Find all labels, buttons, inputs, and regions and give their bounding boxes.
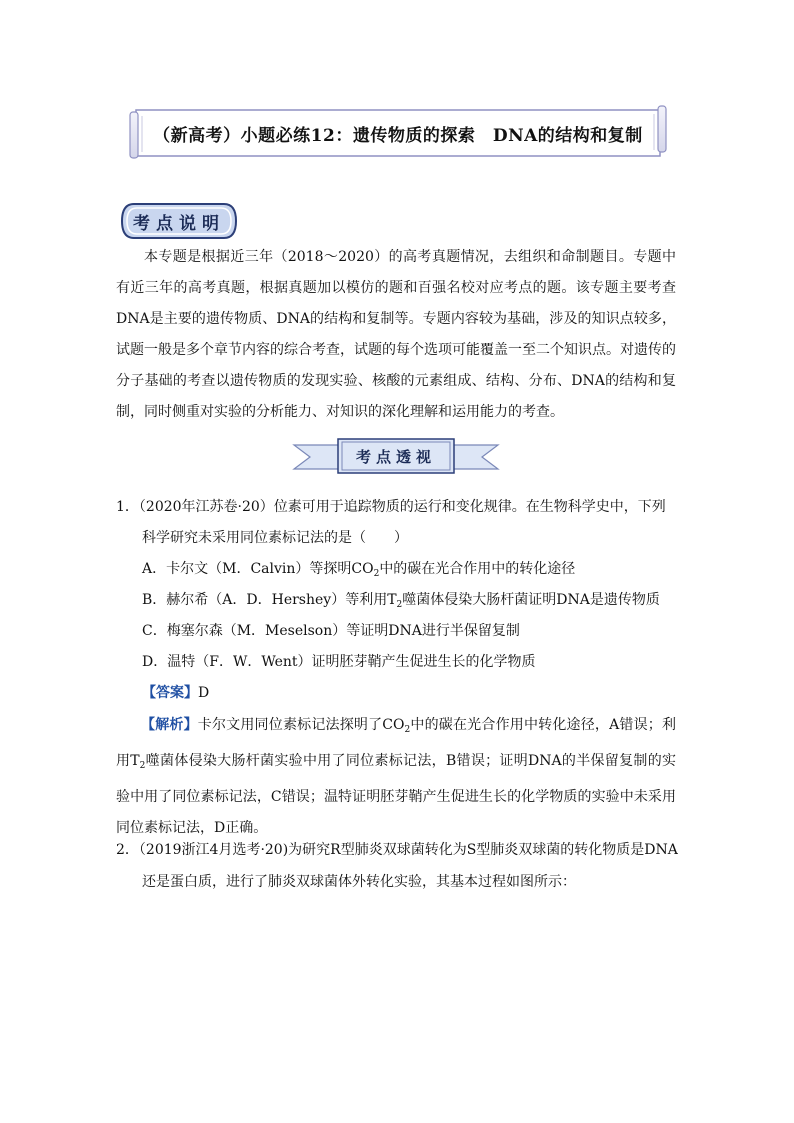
question-2-line-2: 还是蛋白质，进行了肺炎双球菌体外转化实验，其基本过程如图所示： <box>142 874 576 890</box>
option-a-subscript: 2 <box>373 569 380 579</box>
question-1-line-1: 1．（2020年江苏卷·20）位素可用于追踪物质的运行和变化规律。在生物科学史中，下列 <box>116 499 666 515</box>
option-a-text: A．卡尔文（M．Calvin）等探明CO <box>142 561 374 577</box>
question-1-answer <box>142 683 209 703</box>
analysis-text-3: 噬菌体侵染大肠杆菌实验中用了同位素标记法，B错误；证明DNA的半保留复制的实验中用了同位素标记法，C错误；温特证明胚芽鞘产生促进生长的化学物质的实验中未采用同位素标记法，D正确。 <box>116 753 676 836</box>
section-badge-label: 考点说明 <box>133 213 225 234</box>
section-badge <box>120 201 238 241</box>
answer-value: D <box>198 685 210 701</box>
option-a-text-2: 中的碳在光合作用中的转化途径 <box>379 561 576 577</box>
question-1-analysis <box>116 710 676 844</box>
analysis-subscript-1: 2 <box>404 725 411 735</box>
title-banner <box>128 104 668 162</box>
intro-text: 本专题是根据近三年（2018～2020）的高考真题情况，去组织和命制题目。专题中有近三年的高考真题，根据真题加以模仿的题和百强名校对应考点的题。该专题主要考查DNA是主要的遗传物质、DNA的结构和复制等。专题内容较为基础，涉及的知识点较多，试题一般是多个章节内容的综合考查，试题的每个选项可能覆盖一至二个知识点。对遗传的分子基础的考查以遗传物质的发现实验、核酸的元素组成、结构、分布、DNA的结构和复制，同时侧重对实验的分析能力、对知识的深化理解和运用能力的考查。 <box>116 249 676 420</box>
option-b-text-2: 噬菌体侵染大肠杆菌证明DNA是遗传物质 <box>402 592 660 608</box>
answer-tag: 【答案】 <box>142 685 198 701</box>
question-1-line-2: 科学研究未采用同位素标记法的是（ ） <box>142 530 408 546</box>
intro-paragraph <box>116 242 676 428</box>
analysis-text-1: 卡尔文用同位素标记法探明了CO <box>197 717 405 733</box>
option-b-subscript: 2 <box>396 600 403 610</box>
question-2-line-1: 2．（2019浙江4月选考·20)为研究R型肺炎双球菌转化为S型肺炎双球菌的转化物质是DNA <box>116 842 678 858</box>
question-1-option-d: D．温特（F．W．Went）证明胚芽鞘产生促进生长的化学物质 <box>142 654 536 670</box>
ribbon-label: 考点透视 <box>355 447 436 466</box>
question-1-option-b <box>142 590 660 615</box>
analysis-tag: 【解析】 <box>141 717 198 733</box>
analysis-subscript-2: 2 <box>139 761 146 771</box>
option-b-text: B．赫尔希（A．D．Hershey）等利用T <box>142 592 397 608</box>
page-title: （新高考）小题必练12：遗传物质的探索 DNA的结构和复制 <box>153 125 643 146</box>
analysis-text-2: 中的碳在光合作用中转化途径，A错误；利用T <box>116 717 676 769</box>
question-1-option-c: C．梅塞尔森（M．Meselson）等证明DNA进行半保留复制 <box>142 623 520 639</box>
question-1-option-a <box>142 559 575 584</box>
section-ribbon <box>292 437 500 477</box>
